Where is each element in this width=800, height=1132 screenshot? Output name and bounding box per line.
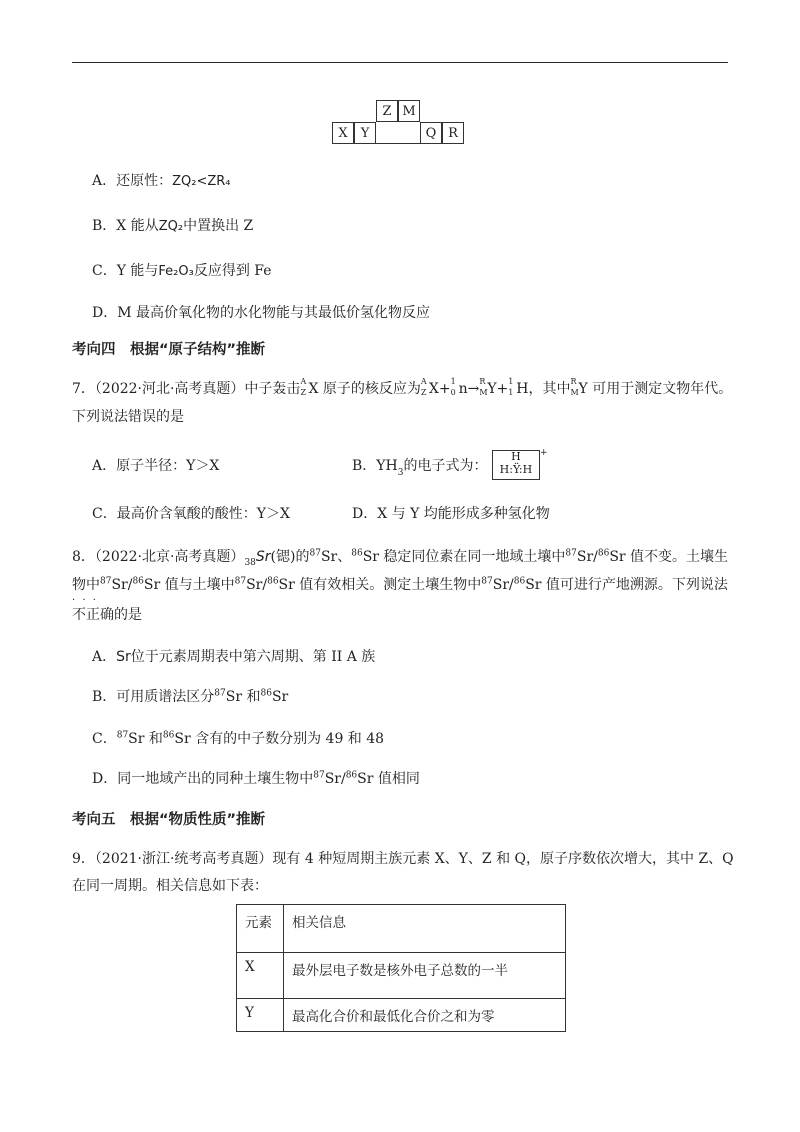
grid-gap [376, 122, 420, 144]
q6-option-a-formula: ZQ₂<ZR₄ [172, 174, 231, 189]
q7-stem-line1 [72, 378, 732, 398]
section-heading-5: 考向五 根据“物质性质”推断 [72, 812, 266, 828]
q8-emphasis: · · · 不正确 [72, 595, 114, 623]
q7-proton: 1 1 [508, 377, 514, 397]
q8-line3 [72, 595, 142, 624]
q7-neutron: 1 0 [450, 377, 456, 397]
grid-cell-r: R [442, 122, 464, 144]
table-cell: 最外层电子数是核外电子总数的一半 [284, 953, 566, 999]
q7-reaction-n: n→ [458, 381, 480, 397]
element-info-table [236, 904, 566, 1032]
q9-line2: 在同一周期。相关信息如下表： [72, 878, 268, 894]
table-cell: X [237, 953, 284, 999]
table-row [237, 953, 566, 999]
q7-option-b-prefix: B．YH [352, 458, 398, 474]
table-header-row [237, 905, 566, 953]
q7-nuclide-y2: R M [570, 377, 579, 397]
q8-option-d[interactable]: D．同一地域产出的同种土壤生物中$^{87}$Sr/$^{86}$Sr 值相同 [92, 770, 420, 787]
q8-source: 8．（2022·北京·高考真题） [72, 549, 245, 565]
lewis-structure: H H:Ÿ:H [492, 450, 540, 480]
q8-sr-symbol: Sr [255, 549, 271, 565]
q7-nuclide-y1: R M [479, 377, 488, 397]
table-row [237, 999, 566, 1032]
grid-cell-x: X [332, 122, 354, 144]
section-heading-4: 考向四 根据“原子结构”推断 [72, 342, 266, 358]
q6-option-b-suffix: 中置换出 Z [183, 218, 254, 234]
q7-option-b[interactable] [352, 448, 547, 480]
q8-option-b[interactable]: B．可用质谱法区分$^{87}$Sr 和$^{86}$Sr [92, 688, 289, 705]
q8-line1-d: Sr 稳定同位素在同一地域土壤中 [362, 549, 566, 565]
q7-reaction-h: H，其中 [516, 381, 571, 397]
table-cell: 最高化合价和最低化合价之和为零 [284, 999, 566, 1032]
q7-option-b-sub: 3 [397, 468, 404, 478]
q8-option-a[interactable]: A．Sr位于元素周期表中第六周期、第 II A 族 [92, 649, 376, 665]
table-header-cell: 相关信息 [284, 905, 566, 953]
grid-cell-m: M [398, 100, 420, 122]
q6-option-d[interactable]: D．M 最高价氧化物的水化物能与其最低价氢化物反应 [92, 305, 431, 321]
q6-option-c-suffix: 反应得到 Fe [193, 263, 272, 279]
q6-option-c[interactable] [92, 260, 272, 280]
header-rule [72, 62, 728, 63]
q7-stem-line2: 下列说法错误的是 [72, 409, 184, 425]
q8-atomic-number: 38 [244, 557, 256, 568]
q6-option-b[interactable] [92, 215, 253, 235]
q7-option-b-suffix: 的电子式为： [403, 458, 488, 474]
table-cell: Y [237, 999, 284, 1032]
grid-cell-q: Q [420, 122, 442, 144]
q8-line1-b: (锶)的 [270, 549, 310, 565]
q7-nuclide-x1: A Z [300, 377, 307, 397]
q6-option-a-prefix: A．还原性： [92, 173, 173, 189]
grid-cell-z: Z [376, 100, 398, 122]
q7-stem-a: 7．（2022·河北·高考真题）中子轰击 [72, 381, 301, 397]
q7-option-c[interactable]: C．最高价含氧酸的酸性：Y＞X [92, 506, 290, 522]
q9-line1: 9．（2021·浙江·统考高考真题）现有 4 种短周期主族元素 X、Y、Z 和 Q，原子序数依次增大，其中 Z、Q [72, 851, 734, 867]
q8-line1-e: Sr/ [576, 549, 598, 565]
q6-option-c-prefix: C．Y 能与 [92, 263, 159, 279]
q7-stem-b: X 原子的核反应为 [308, 381, 421, 397]
q8-line3-rest: 的是 [114, 607, 142, 623]
q7-reaction-y: Y+ [487, 381, 509, 397]
q6-option-b-prefix: B．X 能从 [92, 218, 159, 234]
q8-option-c[interactable]: C．$^{87}$Sr 和$^{86}$Sr 含有的中子数分别为 49 和 48 [92, 730, 385, 747]
q8-line1-c: Sr、 [320, 549, 352, 565]
q8-line1: 8．（2022·北京·高考真题）$_{38}Sr$(锶)的$^{87}$Sr、$^{86}$Sr 稳定同位素在同一地域土壤中$^{87}$Sr/$^{86}$Sr 值不变。土壤生 [72, 548, 729, 568]
q6-option-b-formula: ZQ₂ [158, 219, 184, 234]
q7-option-d[interactable]: D．X 与 Y 均能形成多种氢化物 [352, 506, 550, 522]
q7-nuclide-x2: A Z [420, 377, 427, 397]
lewis-charge: + [539, 448, 548, 458]
q8-line2: 物中$^{87}$Sr/$^{86}$Sr 值与土壤中$^{87}$Sr/$^{86}$Sr 值有效相关。测定土壤生物中$^{87}$Sr/$^{86}$Sr 值可进行产地溯源。下列说法 [72, 576, 728, 593]
q6-option-a[interactable] [92, 170, 231, 190]
q8-line1-f: Sr 值不变。土壤生 [609, 549, 729, 565]
table-header-cell: 元素 [237, 905, 284, 953]
q7-stem-c: Y 可用于测定文物年代。 [578, 381, 733, 397]
q6-option-c-formula: Fe₂O₃ [158, 264, 194, 279]
q7-option-a[interactable]: A．原子半径：Y＞X [92, 458, 220, 474]
q7-reaction-x: X+ [428, 381, 451, 397]
grid-cell-y: Y [354, 122, 376, 144]
